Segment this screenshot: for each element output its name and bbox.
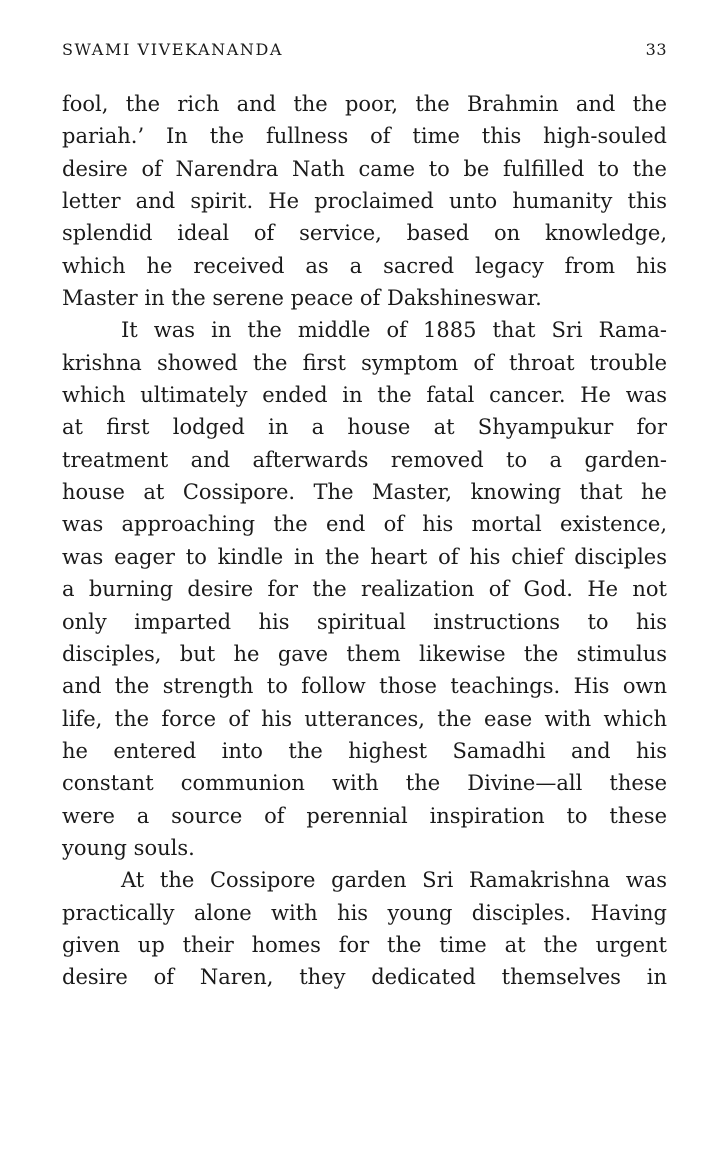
text-line: was eager to kindle in the heart of his chief disciples	[62, 544, 667, 569]
text-line: pariah.’ In the fullness of time this high-souled	[62, 124, 667, 149]
text-line: only imparted his spiritual instructions to his	[62, 609, 667, 634]
text-line: was approaching the end of his mortal existence,	[62, 512, 667, 537]
paragraph	[62, 314, 667, 864]
text-line: letter and spirit. He proclaimed unto humanity this	[62, 189, 667, 214]
text-line: young souls.	[62, 835, 195, 860]
text-line: It was in the middle of 1885 that Sri Rama-	[121, 318, 667, 343]
page-number: 33	[645, 40, 667, 59]
paragraph	[62, 88, 667, 314]
text-line: practically alone with his young disciples. Having	[62, 900, 667, 925]
text-line: splendid ideal of service, based on knowledge,	[62, 221, 667, 246]
book-page	[62, 0, 667, 994]
text-line: given up their homes for the time at the urgent	[62, 932, 667, 957]
text-line: desire of Naren, they dedicated themselves in	[62, 965, 667, 990]
text-line: house at Cossipore. The Master, knowing that he	[62, 480, 667, 505]
text-line: which he received as a sacred legacy from his	[62, 253, 667, 278]
text-line: a burning desire for the realization of God. He not	[62, 577, 667, 602]
text-line: life, the force of his utterances, the ease with which	[62, 706, 667, 731]
text-line: disciples, but he gave them likewise the stimulus	[62, 641, 667, 666]
running-head-title: SWAMI VIVEKANANDA	[62, 40, 284, 59]
text-line: and the strength to follow those teachings. His own	[62, 674, 667, 699]
text-line: were a source of perennial inspiration to these	[62, 803, 667, 828]
text-line: constant communion with the Divine—all these	[62, 771, 667, 796]
text-line: Master in the serene peace of Dakshineswar.	[62, 286, 542, 311]
text-line: treatment and afterwards removed to a garden-	[62, 447, 667, 472]
text-line: which ultimately ended in the fatal cancer. He was	[62, 383, 667, 408]
text-line: desire of Narendra Nath came to be fulfilled to the	[62, 156, 667, 181]
paragraph	[62, 864, 667, 993]
text-line: he entered into the highest Samadhi and his	[62, 738, 667, 763]
body-text	[62, 88, 667, 994]
text-line: At the Cossipore garden Sri Ramakrishna was	[121, 868, 667, 893]
running-head	[62, 40, 667, 59]
text-line: krishna showed the first symptom of throat trouble	[62, 350, 667, 375]
text-line: fool, the rich and the poor, the Brahmin and the	[62, 92, 667, 116]
text-line: at first lodged in a house at Shyampukur for	[62, 415, 667, 440]
